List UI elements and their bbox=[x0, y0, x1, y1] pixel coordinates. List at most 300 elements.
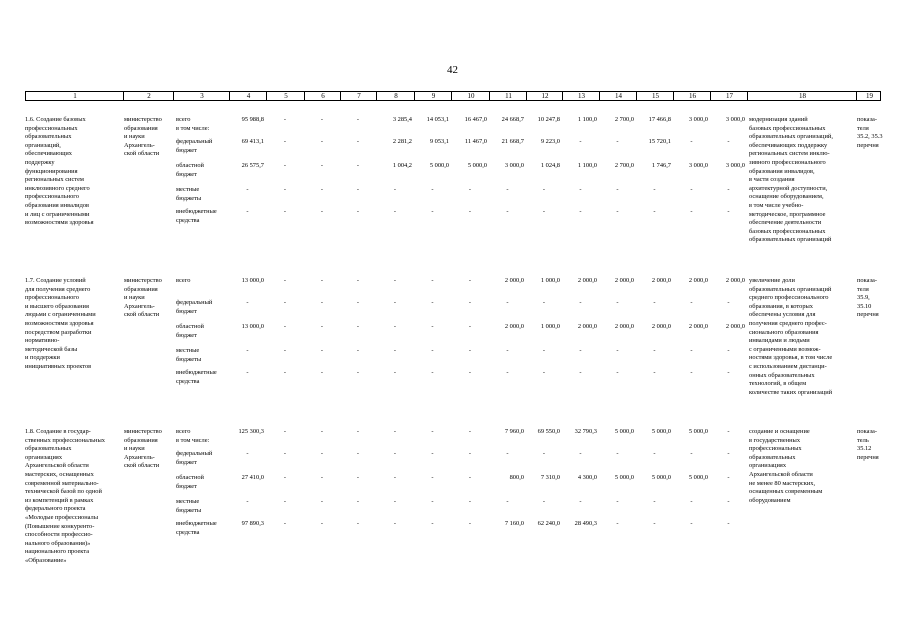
funding-value: 28 490,3 bbox=[574, 520, 597, 527]
activity-name-line: современной материально- bbox=[25, 479, 99, 487]
funding-value: 5 000,0 bbox=[614, 428, 634, 435]
funding-value: - bbox=[283, 277, 287, 284]
funding-value: - bbox=[431, 208, 434, 215]
column-divider bbox=[340, 92, 341, 100]
activity-name-line: федерального проекта bbox=[25, 505, 86, 513]
funding-value: - bbox=[506, 299, 509, 306]
funding-value: 17 466,8 bbox=[648, 116, 671, 123]
column-divider bbox=[562, 92, 563, 100]
funding-value: 4 300,0 bbox=[577, 474, 597, 481]
funding-value: - bbox=[468, 208, 472, 215]
funding-value: - bbox=[431, 323, 434, 330]
funding-value: - bbox=[653, 347, 656, 354]
funding-source-line: бюджеты bbox=[176, 506, 202, 514]
activity-name-line: «Образование» bbox=[25, 557, 67, 564]
funding-value: - bbox=[356, 428, 360, 435]
funding-value: - bbox=[246, 186, 249, 193]
funding-value: - bbox=[320, 474, 324, 481]
funding-value: - bbox=[356, 299, 360, 306]
funding-value: - bbox=[616, 369, 619, 376]
funding-value: - bbox=[246, 369, 249, 376]
funding-value: - bbox=[468, 186, 472, 193]
executor-line: ской области bbox=[124, 311, 160, 319]
indicator-line: 35.2, 35.3 bbox=[857, 133, 883, 141]
activity-name-line: поддержку bbox=[25, 159, 55, 166]
funding-value: - bbox=[727, 369, 730, 376]
expected-result-line: ностями здоровья, в том числе bbox=[749, 354, 833, 362]
column-number: 10 bbox=[467, 92, 475, 100]
funding-source-line: бюджеты bbox=[176, 355, 202, 363]
funding-source-line: федеральный bbox=[176, 450, 213, 457]
funding-value: - bbox=[431, 520, 434, 527]
funding-value: - bbox=[616, 520, 619, 527]
funding-value: - bbox=[506, 369, 509, 376]
indicator-line: теля bbox=[857, 124, 869, 132]
funding-value: - bbox=[579, 347, 582, 354]
funding-value: 9 223,0 bbox=[540, 138, 560, 145]
funding-value: - bbox=[579, 208, 582, 215]
funding-value: - bbox=[283, 299, 287, 306]
funding-value: 5 000,0 bbox=[429, 162, 449, 169]
funding-value: 2 000,0 bbox=[725, 277, 745, 284]
column-number: 5 bbox=[284, 92, 288, 100]
funding-value: - bbox=[468, 369, 472, 376]
funding-value: - bbox=[616, 498, 619, 505]
funding-value: - bbox=[506, 498, 509, 505]
expected-result-line: зивного профессионального bbox=[749, 159, 826, 166]
funding-value: - bbox=[727, 138, 730, 145]
funding-source-line: бюджет bbox=[176, 307, 197, 315]
expected-result-line: оснащенных современным bbox=[749, 488, 823, 496]
funding-value: - bbox=[468, 299, 472, 306]
funding-value: 2 281,2 bbox=[392, 138, 412, 145]
funding-source-line: внебюджетные bbox=[176, 520, 217, 527]
column-number: 3 bbox=[200, 92, 204, 100]
expected-result-line: количестве таких организаций bbox=[749, 388, 833, 396]
funding-value: 1 100,0 bbox=[577, 116, 597, 123]
funding-value: - bbox=[320, 323, 324, 330]
indicator-line: перечня bbox=[857, 141, 879, 149]
funding-value: 2 700,0 bbox=[614, 162, 634, 169]
funding-value: - bbox=[246, 208, 249, 215]
indicator-line: показа- bbox=[857, 277, 877, 284]
funding-value: - bbox=[727, 428, 730, 435]
funding-value: - bbox=[468, 520, 472, 527]
funding-value: - bbox=[431, 474, 434, 481]
funding-value: - bbox=[690, 450, 693, 457]
activity-name-line: «Молодые профессионалы bbox=[25, 514, 99, 521]
executor-line: и науки bbox=[124, 294, 145, 302]
funding-value: - bbox=[431, 299, 434, 306]
funding-value: - bbox=[356, 369, 360, 376]
funding-value: 5 000,0 bbox=[614, 474, 634, 481]
funding-value: - bbox=[727, 520, 730, 527]
funding-value: - bbox=[283, 162, 287, 169]
funding-value: - bbox=[356, 208, 360, 215]
funding-value: - bbox=[690, 138, 693, 145]
funding-value: - bbox=[283, 116, 287, 123]
activity-name-line: возможностями здоровья bbox=[25, 219, 94, 227]
funding-value: - bbox=[468, 323, 472, 330]
funding-value: - bbox=[320, 208, 324, 215]
expected-result-line: образовательных организаций, bbox=[749, 133, 833, 141]
indicator-line: показа- bbox=[857, 116, 877, 123]
funding-value: - bbox=[579, 450, 582, 457]
activity-name-line: 1.6. Создание базовых bbox=[25, 116, 86, 123]
funding-value: - bbox=[393, 520, 397, 527]
funding-value: 3 000,0 bbox=[688, 162, 708, 169]
funding-value: - bbox=[356, 138, 360, 145]
funding-value: - bbox=[283, 520, 287, 527]
funding-source-line: всего bbox=[176, 277, 191, 284]
funding-value: 800,0 bbox=[509, 474, 524, 481]
activity-name-line: возможностями здоровья bbox=[25, 320, 94, 327]
indicator-line: показа- bbox=[857, 428, 877, 435]
expected-result-line: создание и оснащение bbox=[749, 428, 810, 435]
column-number: 6 bbox=[321, 92, 325, 100]
activity-name-line: (Повышение конкуренто- bbox=[25, 522, 95, 530]
activity-name-line: организаций, bbox=[25, 141, 61, 149]
funding-value: 21 668,7 bbox=[501, 138, 524, 145]
funding-value: - bbox=[616, 450, 619, 457]
activity-name-line: профессионального bbox=[25, 193, 79, 201]
funding-value: - bbox=[431, 428, 434, 435]
funding-value: - bbox=[356, 450, 360, 457]
activity-name-line: нального образования)» bbox=[25, 539, 91, 547]
funding-value: - bbox=[727, 474, 730, 481]
activity-name-line: методической базы bbox=[25, 345, 78, 353]
column-number: 14 bbox=[615, 92, 622, 100]
funding-value: - bbox=[653, 208, 656, 215]
column-divider bbox=[747, 92, 748, 100]
expected-result-line: получения среднего профес- bbox=[749, 320, 827, 327]
funding-value: - bbox=[393, 369, 397, 376]
expected-result-line: с ограниченными возмож- bbox=[749, 345, 821, 353]
funding-value: - bbox=[320, 138, 324, 145]
expected-result-line: образовательных организаций bbox=[749, 285, 832, 293]
expected-result-line: с использованием дистанци- bbox=[749, 363, 827, 370]
funding-value: 69 550,0 bbox=[537, 428, 560, 435]
funding-value: 2 000,0 bbox=[614, 323, 634, 330]
funding-value: - bbox=[506, 208, 509, 215]
funding-value: 125 300,3 bbox=[238, 428, 264, 435]
expected-result-line: сионального образования bbox=[749, 328, 819, 336]
funding-value: - bbox=[320, 520, 324, 527]
funding-value: - bbox=[727, 299, 730, 306]
funding-value: - bbox=[579, 369, 582, 376]
expected-result-line: не менее 80 мастерских, bbox=[749, 479, 816, 487]
funding-value: 10 247,8 bbox=[537, 116, 560, 123]
funding-value: - bbox=[246, 498, 249, 505]
executor-line: и науки bbox=[124, 445, 145, 453]
funding-source-line: федеральный bbox=[176, 138, 213, 145]
funding-source-line: бюджет bbox=[176, 146, 197, 154]
funding-value: 1 746,7 bbox=[651, 162, 671, 169]
funding-source-line: областной bbox=[176, 323, 204, 330]
expected-result-line: инвалидами и людьми bbox=[749, 337, 810, 345]
funding-value: - bbox=[542, 369, 546, 376]
expected-result-line: образовательных bbox=[749, 453, 796, 461]
funding-value: 7 960,0 bbox=[504, 428, 524, 435]
funding-value: - bbox=[690, 498, 693, 505]
activity-name-line: и поддержки bbox=[25, 354, 60, 362]
activity-name-line: организациях bbox=[25, 453, 63, 461]
column-number: 11 bbox=[505, 92, 512, 100]
funding-value: - bbox=[579, 498, 582, 505]
activity-name-line: региональных систем bbox=[25, 176, 84, 184]
funding-value: - bbox=[320, 277, 324, 284]
column-divider bbox=[856, 92, 857, 100]
funding-source-line: средства bbox=[176, 528, 200, 536]
executor-line: образования bbox=[124, 436, 158, 444]
executor-line: Архангель- bbox=[124, 302, 155, 310]
funding-value: - bbox=[283, 208, 287, 215]
expected-result-line: технологий, в общем bbox=[749, 380, 807, 388]
column-divider bbox=[173, 92, 174, 100]
activity-name-line: инициативных проектов bbox=[25, 363, 92, 370]
funding-value: 2 000,0 bbox=[688, 323, 708, 330]
funding-source-line: местные bbox=[176, 186, 200, 193]
column-number: 16 bbox=[689, 92, 696, 100]
funding-value: - bbox=[542, 186, 546, 193]
expected-result-line: образовательных организаций bbox=[749, 236, 832, 244]
funding-value: - bbox=[506, 186, 509, 193]
funding-value: - bbox=[320, 369, 324, 376]
funding-value: - bbox=[320, 498, 324, 505]
funding-value: - bbox=[283, 323, 287, 330]
funding-value: 3 000,0 bbox=[725, 162, 745, 169]
column-number: 7 bbox=[357, 92, 361, 100]
funding-value: - bbox=[393, 450, 397, 457]
column-divider bbox=[489, 92, 490, 100]
executor-line: министерство bbox=[124, 277, 162, 284]
activity-name-line: и высшего образования bbox=[25, 302, 89, 310]
executor-line: образования bbox=[124, 285, 158, 293]
activity-name-line: мастерских, оснащенных bbox=[25, 471, 94, 478]
column-number: 1 bbox=[73, 92, 77, 100]
funding-source-line: областной bbox=[176, 162, 204, 169]
column-number: 4 bbox=[246, 92, 251, 100]
funding-value: - bbox=[468, 450, 472, 457]
funding-source-line: местные bbox=[176, 347, 200, 354]
funding-value: - bbox=[356, 162, 360, 169]
funding-value: - bbox=[690, 347, 693, 354]
funding-value: - bbox=[653, 450, 656, 457]
column-divider bbox=[526, 92, 527, 100]
funding-value: - bbox=[283, 138, 287, 145]
column-divider bbox=[599, 92, 600, 100]
column-divider bbox=[123, 92, 124, 100]
indicator-line: 35.10 bbox=[857, 302, 872, 310]
funding-value: 2 000,0 bbox=[651, 277, 671, 284]
funding-value: 7 310,0 bbox=[540, 474, 560, 481]
expected-result-line: оборудованием bbox=[749, 496, 791, 504]
funding-value: - bbox=[727, 498, 730, 505]
activity-name-line: национального проекта bbox=[25, 548, 90, 556]
column-divider bbox=[304, 92, 305, 100]
funding-source-line: внебюджетные bbox=[176, 369, 217, 376]
activity-name-line: Архангельской области bbox=[25, 462, 89, 470]
column-divider bbox=[414, 92, 415, 100]
activity-name-line: людьми с ограниченными bbox=[25, 311, 96, 319]
funding-value: - bbox=[468, 347, 472, 354]
funding-value: - bbox=[727, 347, 730, 354]
executor-line: ской области bbox=[124, 150, 160, 158]
activity-name-line: для получения среднего bbox=[25, 285, 91, 293]
column-number: 8 bbox=[394, 92, 398, 100]
expected-result-line: образования, в которых bbox=[749, 302, 813, 310]
activity-name-line: технической базой по одной bbox=[25, 488, 102, 496]
funding-value: - bbox=[320, 347, 324, 354]
executor-line: ской области bbox=[124, 462, 160, 470]
activity-name-line: функционирования bbox=[25, 167, 78, 175]
funding-value: 16 467,0 bbox=[464, 116, 487, 123]
column-number: 15 bbox=[652, 92, 659, 100]
funding-value: - bbox=[690, 299, 693, 306]
funding-value: - bbox=[246, 347, 249, 354]
column-divider bbox=[266, 92, 267, 100]
funding-value: 11 467,0 bbox=[464, 138, 487, 145]
funding-value: 15 720,1 bbox=[648, 138, 671, 145]
funding-value: - bbox=[653, 520, 656, 527]
funding-value: 26 575,7 bbox=[241, 162, 264, 169]
funding-value: - bbox=[393, 323, 397, 330]
funding-value: - bbox=[320, 450, 324, 457]
indicator-line: тель bbox=[857, 436, 869, 444]
column-divider bbox=[710, 92, 711, 100]
funding-source-line: бюджеты bbox=[176, 194, 202, 202]
funding-value: - bbox=[320, 116, 324, 123]
funding-value: - bbox=[320, 299, 324, 306]
funding-value: - bbox=[320, 428, 324, 435]
activity-name-line: из компетенций в рамках bbox=[25, 496, 94, 504]
funding-value: - bbox=[542, 450, 546, 457]
funding-value: 3 000,0 bbox=[504, 162, 524, 169]
funding-source-line: бюджет bbox=[176, 458, 197, 466]
funding-source-line: местные bbox=[176, 498, 200, 505]
indicator-line: теля bbox=[857, 285, 869, 293]
funding-value: 1 024,8 bbox=[540, 162, 560, 169]
activity-name-line: профессиональных bbox=[25, 124, 78, 132]
funding-value: 5 000,0 bbox=[688, 428, 708, 435]
funding-value: - bbox=[283, 498, 287, 505]
funding-value: - bbox=[320, 186, 324, 193]
column-number-header bbox=[25, 91, 881, 101]
funding-value: - bbox=[468, 474, 472, 481]
funding-value: - bbox=[579, 186, 582, 193]
funding-value: 32 790,3 bbox=[574, 428, 597, 435]
expected-result-line: базовых профессиональных bbox=[749, 124, 826, 132]
expected-result-line: в части создания bbox=[749, 176, 795, 184]
activity-name-line: профессионального bbox=[25, 294, 79, 302]
funding-value: - bbox=[393, 208, 397, 215]
column-divider bbox=[376, 92, 377, 100]
funding-value: 2 000,0 bbox=[614, 277, 634, 284]
expected-result-line: организациях bbox=[749, 462, 787, 470]
funding-value: 2 000,0 bbox=[504, 323, 524, 330]
executor-line: Архангель- bbox=[124, 141, 155, 149]
funding-value: 5 000,0 bbox=[467, 162, 487, 169]
funding-value: 9 053,1 bbox=[429, 138, 449, 145]
funding-value: - bbox=[653, 498, 656, 505]
funding-value: - bbox=[320, 162, 324, 169]
indicator-line: перечня bbox=[857, 453, 879, 461]
funding-value: - bbox=[431, 347, 434, 354]
funding-value: - bbox=[283, 428, 287, 435]
funding-value: - bbox=[542, 347, 546, 354]
indicator-line: 35.9, bbox=[857, 294, 870, 302]
funding-value: - bbox=[468, 498, 472, 505]
funding-value: - bbox=[542, 498, 546, 505]
expected-result-line: увеличение доли bbox=[749, 277, 795, 284]
expected-result-line: в том числе учебно- bbox=[749, 202, 804, 209]
activity-name-line: 1.7. Создание условий bbox=[25, 277, 86, 284]
expected-result-line: обеспечение деятельности bbox=[749, 219, 822, 227]
funding-value: 2 000,0 bbox=[504, 277, 524, 284]
funding-value: 5 000,0 bbox=[688, 474, 708, 481]
funding-value: 1 000,0 bbox=[540, 277, 560, 284]
funding-value: 24 668,7 bbox=[501, 116, 524, 123]
activity-name-line: посредством разработки bbox=[25, 328, 92, 336]
funding-value: 3 285,4 bbox=[392, 116, 412, 123]
funding-value: - bbox=[431, 186, 434, 193]
funding-value: - bbox=[506, 450, 509, 457]
expected-result-line: региональных систем инклю- bbox=[749, 150, 830, 158]
funding-value: - bbox=[431, 369, 434, 376]
funding-value: 2 000,0 bbox=[688, 277, 708, 284]
funding-value: - bbox=[356, 498, 360, 505]
expected-result-line: базовых профессиональных bbox=[749, 227, 826, 235]
funding-value: - bbox=[356, 116, 360, 123]
funding-value: 7 160,0 bbox=[504, 520, 524, 527]
funding-value: 13 000,0 bbox=[241, 323, 264, 330]
funding-value: - bbox=[616, 186, 619, 193]
funding-value: - bbox=[356, 323, 360, 330]
funding-value: - bbox=[727, 208, 730, 215]
funding-source-line: бюджет bbox=[176, 482, 197, 490]
funding-value: 14 053,1 bbox=[426, 116, 449, 123]
funding-value: - bbox=[356, 347, 360, 354]
funding-value: 2 700,0 bbox=[614, 116, 634, 123]
funding-value: - bbox=[393, 474, 397, 481]
funding-value: - bbox=[283, 186, 287, 193]
indicator-line: перечня bbox=[857, 311, 879, 319]
funding-source-line: бюджет bbox=[176, 170, 197, 178]
activity-name-line: образовательных bbox=[25, 133, 72, 141]
expected-result-line: профессиональных bbox=[749, 445, 802, 453]
funding-value: - bbox=[506, 347, 509, 354]
funding-value: - bbox=[393, 277, 397, 284]
funding-source-line: бюджет bbox=[176, 331, 197, 339]
funding-value: 27 410,0 bbox=[241, 474, 264, 481]
funding-source-line: внебюджетные bbox=[176, 208, 217, 215]
funding-value: - bbox=[431, 277, 434, 284]
funding-value: - bbox=[653, 299, 656, 306]
column-number: 13 bbox=[578, 92, 585, 100]
funding-value: - bbox=[468, 428, 472, 435]
funding-value: - bbox=[727, 450, 730, 457]
column-number: 2 bbox=[147, 92, 151, 100]
activity-name-line: и лиц с ограниченными bbox=[25, 210, 90, 218]
expected-result-line: модернизация зданий bbox=[749, 116, 808, 123]
funding-value: 13 000,0 bbox=[241, 277, 264, 284]
funding-value: 5 000,0 bbox=[651, 474, 671, 481]
funding-value: - bbox=[393, 299, 397, 306]
funding-value: 2 000,0 bbox=[725, 323, 745, 330]
funding-value: - bbox=[283, 369, 287, 376]
funding-value: - bbox=[616, 208, 619, 215]
executor-line: и науки bbox=[124, 133, 145, 141]
